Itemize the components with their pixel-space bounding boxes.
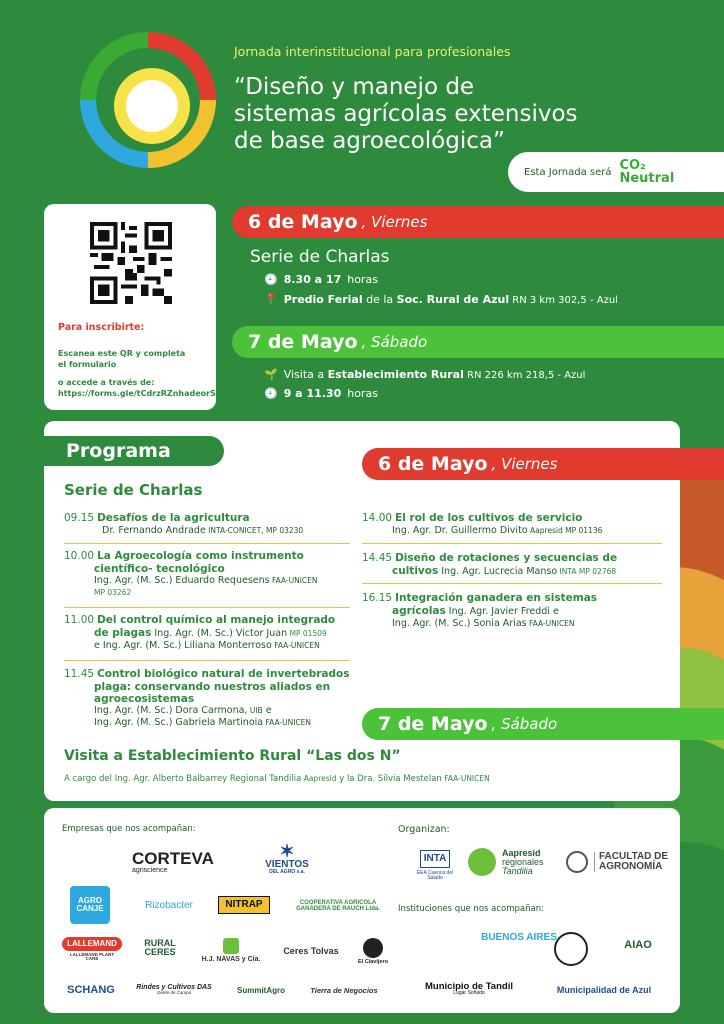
day1-hours [264, 273, 378, 286]
talk-item [362, 552, 662, 578]
day2-date: 7 de Mayo [248, 331, 358, 353]
place-text: de la [362, 293, 397, 306]
visit-host-a: A cargo del Ing. Agr. Alberto Balbarrey Regional Tandilia [64, 774, 302, 784]
nitrap-logo: NITRAP [218, 896, 270, 914]
rizobacter-logo: Rizobacter [145, 900, 193, 911]
title-line: de base agroecológica” [234, 128, 505, 154]
rindes-name: Rindes y Cultivos DAS [136, 984, 212, 992]
divider [362, 543, 662, 544]
talk-title: Desafíos de la agricultura [97, 512, 250, 524]
visit-host [64, 774, 490, 784]
day1-hours-value: 8.30 a 17 [283, 273, 342, 286]
title-line: sistemas agrícolas extensivos [234, 101, 578, 127]
navas-icon [223, 938, 239, 954]
coop-rauch-logo: COOPERATIVA AGRICOLA GANADERA DE RAUCH Ltda. [296, 900, 380, 912]
rindes-logo [126, 980, 222, 1000]
event-title [234, 74, 664, 155]
talk-title-cont: agroecosistemas [94, 693, 195, 705]
talk-title-cont: plaga: conservando nuestros aliados en [94, 681, 331, 693]
talk-affiliation: FAA-UNICEN [526, 619, 575, 628]
tierra-negocios-logo: Tierra de Negocios [310, 986, 378, 996]
compass-icon: ✶ [279, 840, 295, 861]
divider [64, 660, 350, 661]
talk-time: 11.00 [64, 614, 95, 626]
talk-title: Control biológico natural de invertebrados [97, 668, 350, 680]
talk-title-cont: científico- tecnológico [94, 563, 225, 575]
talk-speaker: Ing. Agr. Javier Freddi e [445, 606, 559, 617]
talk-title-cont: agrícolas [392, 605, 446, 617]
talk-title: La Agroecología como instrumento [97, 550, 304, 562]
co2-mark [619, 159, 674, 185]
corteva-sub: agriscience [132, 867, 168, 874]
navas-name: H.J. NAVAS y Cía. [201, 955, 261, 963]
visit-route: RN 226 km 218,5 - Azul [463, 370, 586, 381]
talk-affiliation: Aapresid MP 01136 [527, 526, 603, 535]
fa-line1: FACULTAD DE [599, 851, 669, 862]
aapresid-name: Aapresid [502, 847, 541, 858]
program-day2-banner [362, 708, 724, 740]
seal-icon [566, 851, 588, 873]
talk-time: 16.15 [362, 592, 393, 604]
navas-logo [194, 934, 268, 966]
lallemand-sub: LALLEMAND PLANT CARE [69, 951, 115, 961]
talk-title: El rol de los cultivos de servicio [395, 512, 583, 524]
talk-speaker: Ing. Agr. Lucrecia Manso [438, 566, 558, 577]
fa-line2: AGRONOMÍA [599, 861, 663, 872]
talk-affiliation: INTA-CONICET, MP 03230 [205, 526, 304, 535]
program-day1-weekday: , Viernes [491, 455, 558, 473]
location-pin-icon: 📍 [264, 293, 278, 306]
event-kicker: Jornada interinstitucional para profesionales [234, 44, 511, 59]
sprout-icon: 🌱 [264, 368, 278, 381]
co2-neutral-badge [508, 152, 724, 192]
talk-item [64, 614, 354, 652]
azul-logo: Municipalidad de Azul [556, 984, 652, 995]
clock-icon: 🕘 [264, 387, 278, 400]
co2-label: CO₂ [619, 158, 646, 173]
talk-affiliation: UIB [247, 706, 263, 715]
sponsors-card [44, 808, 680, 1013]
talk-speaker: Dr. Fernando Andrade [102, 525, 206, 536]
divider [64, 543, 350, 544]
inta-logo [410, 842, 460, 888]
divider [362, 583, 662, 584]
aapresid-sub2: Tandilia [502, 865, 533, 876]
talk-speaker: Ing. Agr. (M. Sc.) Eduardo Requesens [94, 575, 270, 586]
place-org: Soc. Rural de Azul [396, 293, 510, 306]
talk-time: 14.45 [362, 552, 393, 564]
program-day2-weekday: , Sábado [491, 715, 558, 733]
divider [64, 607, 350, 608]
day2-hours-value: 9 a 11.30 [283, 387, 342, 400]
day1-title: Serie de Charlas [250, 247, 390, 267]
qr-code[interactable] [90, 222, 172, 304]
day1-weekday: , Viernes [361, 213, 428, 231]
tandil-name: Municipio de Tandil [425, 980, 513, 992]
place-name: Predio Ferial [283, 293, 363, 306]
visit-text: Visita a [283, 368, 328, 381]
agrocanje-logo: AGRO CANJE [70, 886, 110, 924]
facultad-agronomia-logo [566, 844, 676, 880]
talk-affiliation: MP 01509 [287, 629, 327, 638]
day1-hours-unit: horas [347, 273, 378, 286]
day2-hours [264, 387, 378, 400]
place-route: RN 3 km 302,5 - Azul [509, 295, 618, 306]
talk-time: 09.15 [64, 512, 95, 524]
talk-speaker-2: Ing. Agr. (M. Sc.) Sonia Arias [392, 618, 527, 629]
day1-date: 6 de Mayo [248, 211, 358, 233]
program-day1-date: 6 de Mayo [378, 453, 488, 475]
institutions-heading: Instituciones que nos acompañan: [398, 904, 544, 914]
talk-time: 14.00 [362, 512, 393, 524]
vientos-logo [242, 830, 332, 886]
talk-time: 10.00 [64, 550, 95, 562]
talk-mp: MP 03262 [94, 588, 132, 597]
inta-sub: EEA Cuenca del Salado [416, 869, 454, 881]
talk-affiliation-2: FAA-UNICEN [271, 641, 320, 650]
talk-affiliation: FAA-UNICEN [269, 576, 318, 585]
talk-title: Del control químico al manejo integrado [97, 614, 336, 626]
talk-title-cont: de plagas [94, 627, 152, 639]
talk-speaker-2: e Ing. Agr. (M. Sc.) Liliana Monterroso [94, 640, 272, 651]
ceres-tolvas-logo: Ceres Tolvas [283, 945, 339, 956]
talk-time: 11.45 [64, 668, 95, 680]
visit-host-c: y la Dra. Silvia Mestelan [336, 774, 442, 784]
talk-speaker-2: Ing. Agr. (M. Sc.) Gabriela Martinoia [94, 717, 264, 728]
visit-host-aff: Aapresid [301, 774, 337, 783]
program-day2-date: 7 de Mayo [378, 713, 488, 735]
clavijero-name: El Clavijero [358, 959, 388, 966]
schang-logo: SCHANG [67, 983, 115, 996]
talk-affiliation-2: FAA-UNICEN [263, 718, 312, 727]
vientos-sub: DEL AGRO s.a. [269, 868, 305, 875]
program-tab: Programa [44, 436, 224, 466]
visit-host-aff2: FAA-UNICEN [441, 774, 490, 783]
talk-title-cont: cultivos [392, 565, 439, 577]
summit-agro-logo: SummitAgro [237, 986, 285, 995]
talk-item [64, 668, 364, 729]
buenos-aires-logo: BUENOS AIRES [481, 932, 557, 943]
aiao-logo: AIAO [624, 938, 652, 951]
talk-item [64, 512, 354, 537]
visit-title: Visita a Establecimiento Rural “Las dos N” [64, 748, 401, 764]
clavijero-icon [363, 938, 383, 958]
talk-title: Integración ganadera en sistemas [395, 592, 598, 604]
sra-seal-icon [554, 932, 588, 966]
aapresid-icon [468, 848, 496, 876]
access-text: o accede a través de: [58, 378, 155, 387]
talk-item [64, 550, 354, 599]
neutral-text: Esta Jornada será [524, 166, 612, 178]
day2-weekday: , Sábado [361, 333, 428, 351]
tandil-sub: Lugar Soñado [453, 990, 485, 997]
day2-hours-unit: horas [347, 387, 378, 400]
visit-place: Establecimiento Rural [327, 368, 464, 381]
talk-item [362, 592, 662, 630]
form-link[interactable]: https://forms.gle/tCdrzRZnhadeorSr6 [58, 389, 226, 398]
sponsors-heading: Empresas que nos acompañan: [62, 824, 196, 834]
talk-item [362, 512, 662, 537]
vientos-name: VIENTOS [265, 858, 309, 870]
lallemand-name: LALLEMAND [62, 937, 122, 951]
neutral-label: Neutral [619, 171, 675, 186]
register-label: Para inscribirte: [58, 322, 145, 333]
rindes-sub: Gente de Campo [156, 990, 192, 996]
day1-banner [232, 206, 724, 238]
lallemand-logo [64, 936, 120, 962]
title-line: “Diseño y manejo de [234, 74, 475, 100]
day1-place [264, 293, 618, 306]
series-title: Serie de Charlas [64, 481, 203, 499]
clavijero-logo [352, 934, 394, 970]
talk-affiliation: INTA MP 02768 [557, 567, 617, 576]
organizers-heading: Organizan: [398, 824, 450, 835]
aapresid-sub: regionales [502, 856, 544, 867]
day2-banner [232, 326, 724, 358]
day2-visit [264, 368, 585, 381]
talk-speaker: Ing. Agr. (M. Sc.) Dora Carmona, [94, 705, 248, 716]
clock-icon: 🕘 [264, 273, 278, 286]
talk-speaker: Ing. Agr. (M. Sc.) Victor Juan [151, 628, 288, 639]
register-instructions [58, 348, 226, 399]
registration-card [44, 204, 226, 410]
scan-text: Escanea este QR y completa el formulario [58, 349, 186, 369]
talk-conj: e [262, 705, 272, 716]
inta-name: INTA [420, 850, 451, 868]
talk-speaker: Ing. Agr. Dr. Guillermo Divito [392, 525, 528, 536]
corteva-name: CORTEVA [132, 849, 214, 868]
corteva-logo [106, 846, 226, 878]
rural-ceres-logo: RURAL CERES [144, 938, 176, 957]
program-day1-banner [362, 448, 724, 480]
talk-title: Diseño de rotaciones y secuencias de [395, 552, 618, 564]
tandil-logo [424, 972, 514, 1006]
event-logo [78, 30, 218, 170]
aapresid-logo [468, 844, 558, 880]
